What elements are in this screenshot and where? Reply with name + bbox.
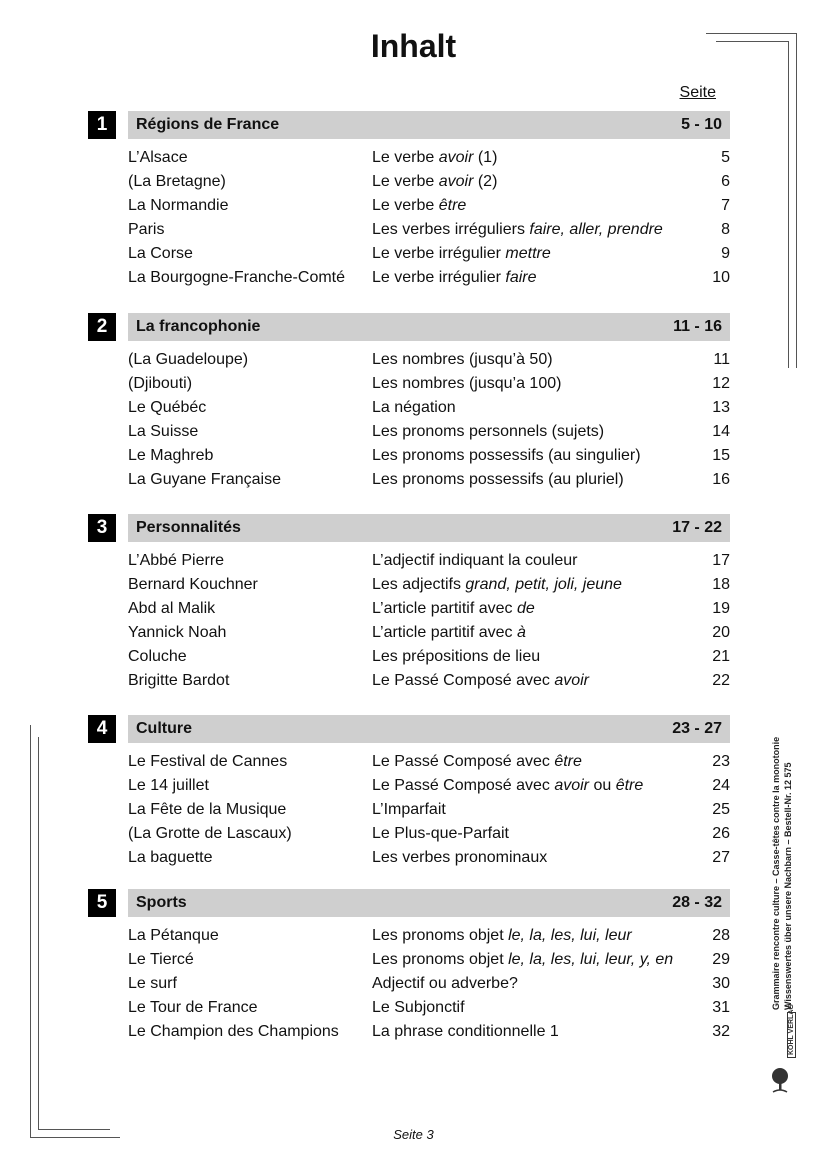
- entry-region: Bernard Kouchner: [128, 576, 258, 593]
- toc-entry: [128, 348, 730, 372]
- entry-topic-italic: être: [554, 753, 582, 770]
- entry-region: Le Festival de Cannes: [128, 753, 288, 770]
- section-entries: [128, 750, 730, 870]
- toc-entry: [128, 218, 730, 242]
- section-title: Personnalités: [136, 519, 241, 536]
- entry-topic-italic: avoir: [554, 777, 590, 794]
- entry-page-number: 10: [712, 269, 730, 286]
- entry-topic-text: (1): [473, 149, 498, 166]
- entry-topic: [372, 573, 622, 597]
- side-line-2: Wissenswertes über unsere Nachbarn – Bestell-Nr. 12 575: [783, 762, 793, 1010]
- entry-region: Le Tiercé: [128, 951, 194, 968]
- entry-region: La baguette: [128, 849, 213, 866]
- entry-topic: [372, 1020, 559, 1044]
- entry-topic: [372, 194, 466, 218]
- toc-entry: [128, 798, 730, 822]
- section-title: Sports: [136, 894, 187, 911]
- entry-topic-text: ou: [589, 777, 616, 794]
- entry-topic-italic: faire: [505, 269, 537, 286]
- entry-topic: [372, 348, 553, 372]
- entry-topic: [372, 846, 547, 870]
- section-number-badge: 4: [88, 715, 116, 743]
- toc-entry: [128, 645, 730, 669]
- toc-entry: [128, 146, 730, 170]
- entry-topic: [372, 750, 582, 774]
- toc-entry: [128, 924, 730, 948]
- entry-region: Le 14 juillet: [128, 777, 209, 794]
- section-page-range: 11 - 16: [673, 318, 722, 335]
- entry-region: Le Tour de France: [128, 999, 258, 1016]
- entry-region: (La Grotte de Lascaux): [128, 825, 292, 842]
- entry-topic-italic: être: [438, 197, 467, 214]
- entry-topic: [372, 146, 497, 170]
- entry-topic-text: Les pronoms objet: [372, 927, 509, 944]
- entry-topic: [372, 549, 577, 573]
- entry-region: L’Alsace: [128, 149, 188, 166]
- entry-topic-italic: grand, petit, joli, jeune: [465, 576, 622, 593]
- entry-topic-text: Le verbe: [372, 197, 439, 214]
- entry-topic-text: Le Plus-que-Parfait: [372, 825, 509, 842]
- section-number-badge: 5: [88, 889, 116, 917]
- entry-topic-italic: le, la, les, lui, leur: [508, 927, 632, 944]
- toc-entry: [128, 621, 730, 645]
- entry-topic: [372, 798, 446, 822]
- entry-region: Le Québéc: [128, 399, 207, 416]
- entry-region: La Fête de la Musique: [128, 801, 287, 818]
- toc-entry: [128, 750, 730, 774]
- toc-entry: [128, 242, 730, 266]
- entry-topic-text: Les prépositions de lieu: [372, 648, 541, 665]
- entry-topic-text: L’article partitif avec: [372, 600, 517, 617]
- frame-bottom-left-v2: [38, 737, 39, 1129]
- entry-region: La Pétanque: [128, 927, 219, 944]
- section-number-badge: 2: [88, 313, 116, 341]
- toc-entry: [128, 170, 730, 194]
- toc-entry: [128, 669, 730, 693]
- section-entries: [128, 924, 730, 1044]
- entry-topic: [372, 218, 663, 242]
- entry-region: La Bourgogne-Franche-Comté: [128, 269, 346, 286]
- entry-region: Abd al Malik: [128, 600, 216, 617]
- entry-topic-italic: être: [615, 777, 644, 794]
- section-page-range: 28 - 32: [672, 894, 722, 911]
- publisher-logo-text: KOHL VERLAG: [787, 1012, 796, 1058]
- entry-topic-italic: faire, aller, prendre: [529, 221, 663, 238]
- toc-entry: [128, 372, 730, 396]
- entry-region: (La Guadeloupe): [128, 351, 249, 368]
- section-title: Culture: [136, 720, 192, 737]
- entry-topic-italic: de: [516, 600, 535, 617]
- entry-topic: [372, 822, 509, 846]
- frame-top-right-v2: [788, 41, 789, 368]
- page-footer: Seite 3: [393, 1127, 434, 1142]
- entry-topic-italic: mettre: [505, 245, 551, 262]
- entry-topic: [372, 444, 641, 468]
- entry-region: L’Abbé Pierre: [128, 552, 225, 569]
- frame-top-right-v1: [796, 33, 797, 368]
- toc-entry: [128, 396, 730, 420]
- entry-topic: [372, 996, 465, 1020]
- entry-topic: [372, 669, 589, 693]
- entry-topic-text: Le Subjonctif: [372, 999, 465, 1016]
- entry-page-number: 5: [721, 149, 730, 166]
- page-title: Inhalt: [370, 28, 457, 64]
- entry-page-number: 25: [712, 801, 730, 818]
- entry-page-number: 19: [712, 600, 730, 617]
- entry-topic: [372, 924, 632, 948]
- entry-topic: [372, 774, 643, 798]
- entry-topic-text: Le Passé Composé avec: [372, 672, 555, 689]
- section-page-range: 17 - 22: [672, 519, 722, 536]
- entry-region: Yannick Noah: [128, 624, 227, 641]
- toc-entry: [128, 1020, 730, 1044]
- entry-topic-text: L’article partitif avec: [372, 624, 517, 641]
- entry-topic-text: Le verbe irrégulier: [372, 269, 506, 286]
- entry-page-number: 6: [721, 173, 730, 190]
- entry-topic-text: Les verbes pronominaux: [372, 849, 548, 866]
- entry-topic: [372, 170, 497, 194]
- entry-region: Brigitte Bardot: [128, 672, 230, 689]
- entry-topic-italic: avoir: [438, 149, 474, 166]
- toc-entry: [128, 972, 730, 996]
- entry-page-number: 32: [712, 1023, 730, 1040]
- entry-topic-text: Les verbes irréguliers: [372, 221, 530, 238]
- entry-topic: [372, 948, 673, 972]
- section-header-bar: [128, 514, 730, 542]
- entry-topic: [372, 645, 540, 669]
- entry-topic: [372, 597, 535, 621]
- section-title: Régions de France: [136, 116, 280, 133]
- entry-page-number: 11: [713, 351, 730, 368]
- entry-page-number: 30: [712, 975, 730, 992]
- entry-region: (Djibouti): [128, 375, 193, 392]
- entry-topic-text: Les adjectifs: [372, 576, 466, 593]
- toc-entry: [128, 468, 730, 492]
- entry-region: Le Maghreb: [128, 447, 214, 464]
- entry-region: La Normandie: [128, 197, 229, 214]
- section-entries: [128, 348, 730, 492]
- tree-logo-icon: [770, 1066, 790, 1094]
- entry-page-number: 21: [712, 648, 730, 665]
- toc-entry: [128, 822, 730, 846]
- entry-topic-text: Le Passé Composé avec: [372, 753, 555, 770]
- entry-page-number: 24: [712, 777, 730, 794]
- entry-page-number: 14: [712, 423, 730, 440]
- toc-entry: [128, 549, 730, 573]
- section-number-badge: 3: [88, 514, 116, 542]
- entry-page-number: 27: [712, 849, 730, 866]
- section-entries: [128, 146, 730, 290]
- frame-bottom-left-v1: [30, 725, 31, 1137]
- entry-topic: [372, 372, 561, 396]
- section-page-range: 5 - 10: [681, 116, 722, 133]
- toc-entry: [128, 597, 730, 621]
- entry-topic: [372, 972, 518, 996]
- entry-page-number: 7: [721, 197, 730, 214]
- entry-topic-italic: avoir: [438, 173, 474, 190]
- toc-entry: [128, 846, 730, 870]
- toc-entry: [128, 573, 730, 597]
- side-publication-info: [770, 710, 794, 1010]
- entry-topic: [372, 420, 604, 444]
- section-header-bar: [128, 313, 730, 341]
- entry-page-number: 8: [721, 221, 730, 238]
- entry-topic-text: Adjectif ou adverbe?: [372, 975, 518, 992]
- toc-entry: [128, 996, 730, 1020]
- entry-region: (La Bretagne): [128, 173, 226, 190]
- entry-topic-text: Les pronoms possessifs (au pluriel): [372, 471, 624, 488]
- entry-topic-text: L’Imparfait: [372, 801, 446, 818]
- entry-topic: [372, 621, 526, 645]
- entry-topic: [372, 242, 551, 266]
- entry-topic: [372, 266, 537, 290]
- entry-page-number: 23: [712, 753, 730, 770]
- entry-topic-text: Les nombres (jusqu’a 100): [372, 375, 562, 392]
- entry-page-number: 17: [712, 552, 730, 569]
- entry-page-number: 9: [721, 245, 730, 262]
- entry-topic-text: Le Passé Composé avec: [372, 777, 555, 794]
- section-entries: [128, 549, 730, 693]
- entry-topic-text: La phrase conditionnelle 1: [372, 1023, 559, 1040]
- entry-page-number: 16: [712, 471, 730, 488]
- entry-page-number: 31: [712, 999, 730, 1016]
- entry-topic: [372, 396, 456, 420]
- entry-topic-italic: le, la, les, lui, leur, y, en: [508, 951, 674, 968]
- entry-topic-text: Le verbe: [372, 149, 439, 166]
- entry-region: La Corse: [128, 245, 193, 262]
- entry-topic-text: (2): [473, 173, 498, 190]
- entry-region: Le surf: [128, 975, 177, 992]
- entry-region: La Guyane Française: [128, 471, 281, 488]
- entry-topic-text: Le verbe: [372, 173, 439, 190]
- entry-page-number: 28: [712, 927, 730, 944]
- entry-topic-text: L’adjectif indiquant la couleur: [372, 552, 578, 569]
- entry-page-number: 15: [712, 447, 730, 464]
- section-header-bar: [128, 715, 730, 743]
- entry-page-number: 22: [712, 672, 730, 689]
- entry-topic-text: Les pronoms possessifs (au singulier): [372, 447, 641, 464]
- entry-region: Coluche: [128, 648, 187, 665]
- entry-topic-text: Les pronoms objet: [372, 951, 509, 968]
- entry-topic: [372, 468, 624, 492]
- section-page-range: 23 - 27: [672, 720, 722, 737]
- entry-topic-italic: à: [516, 624, 526, 641]
- entry-page-number: 26: [712, 825, 730, 842]
- entry-topic-text: Les nombres (jusqu’à 50): [372, 351, 553, 368]
- entry-topic-text: Le verbe irrégulier: [372, 245, 506, 262]
- section-number-badge: 1: [88, 111, 116, 139]
- section-header-bar: [128, 889, 730, 917]
- entry-page-number: 12: [712, 375, 730, 392]
- entry-page-number: 20: [712, 624, 730, 641]
- toc-entry: [128, 194, 730, 218]
- side-line-1: Grammaire rencontre culture – Casse-têtes contre la monotonie: [771, 736, 781, 1010]
- entry-region: Le Champion des Champions: [128, 1023, 339, 1040]
- entry-region: La Suisse: [128, 423, 199, 440]
- toc-entry: [128, 420, 730, 444]
- page-column-header: Seite: [679, 84, 716, 101]
- toc-entry: [128, 774, 730, 798]
- entry-region: Paris: [128, 221, 165, 238]
- entry-page-number: 29: [712, 951, 730, 968]
- entry-topic-italic: avoir: [554, 672, 590, 689]
- section-header-bar: [128, 111, 730, 139]
- entry-topic-text: Les pronoms personnels (sujets): [372, 423, 605, 440]
- toc-entry: [128, 266, 730, 290]
- toc-entry: [128, 948, 730, 972]
- entry-page-number: 13: [712, 399, 730, 416]
- entry-topic-text: La négation: [372, 399, 456, 416]
- entry-page-number: 18: [712, 576, 730, 593]
- section-title: La francophonie: [136, 318, 261, 335]
- toc-entry: [128, 444, 730, 468]
